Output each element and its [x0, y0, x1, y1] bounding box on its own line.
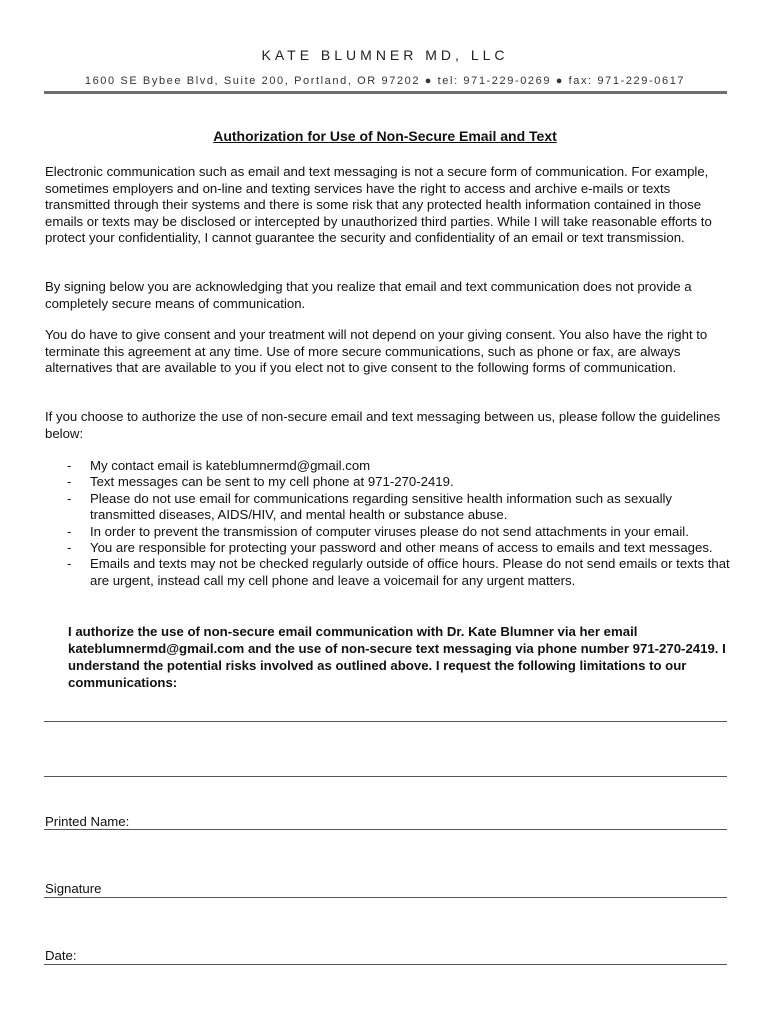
bullet-dash: - [67, 540, 72, 556]
guideline-sensitive-info: Please do not use email for communications regarding sensitive health information such as sexually transmitted diseases, AIDS/HIV, and mental health or substance abuse. [90, 490, 673, 523]
printed-name-label: Printed Name: [45, 814, 130, 829]
list-item [45, 474, 735, 490]
limitations-input-line-2[interactable] [44, 776, 727, 777]
printed-name-field[interactable] [44, 829, 727, 830]
guideline-office-hours: Emails and texts may not be checked regularly outside of office hours. Please do not send emails or texts that are urgent, instead call my cell phone and leave a voicemail for any urgent matters. [90, 556, 730, 588]
authorization-statement: I authorize the use of non-secure email communication with Dr. Kate Blumner via her email kateblumnermd@gmail.com and the use of non-secure text messaging via phone number 971-270-2419. I understand the potential risks involved as outlined above. I request the following limitations to our communications: [68, 624, 726, 690]
paragraph-intro: Electronic communication such as email and text messaging is not a secure form of communication. For example, sometimes employers and on-line and texting services have the right to access and archive e-mails or texts transmitted through their systems and there is some risk that any protected health information contained in those emails or texts may be disclosed or intercepted by unauthorized third parties. While I will take reasonable efforts to protect your confidentiality, I cannot guarantee the security and confidentiality of an email or text transmission. [45, 164, 712, 245]
signature-field[interactable] [44, 897, 727, 898]
guideline-password: You are responsible for protecting your password and other means of access to emails and text messages. [90, 540, 713, 556]
guidelines-list [45, 458, 735, 589]
date-label: Date: [45, 948, 77, 963]
date-field[interactable] [44, 964, 727, 965]
bullet-dash: - [67, 556, 72, 572]
paragraph-consent: You do have to give consent and your treatment will not depend on your giving consent. You also have the right to terminate this agreement at any time. Use of more secure communications, such as phone or fax, are always alternatives that are available to you if you elect not to give consent to the following forms of communication. [45, 327, 708, 375]
paragraph-guidelines-intro: If you choose to authorize the use of non-secure email and text messaging between us, please follow the guidelines below: [45, 409, 721, 441]
bullet-dash: - [67, 458, 72, 473]
guideline-attachments: In order to prevent the transmission of computer viruses please do not send attachments in your email. [90, 523, 689, 539]
bullet-dash: - [67, 474, 72, 490]
letterhead-address: 1600 SE Bybee Blvd, Suite 200, Portland, OR 97202 ● tel: 971-229-0269 ● fax: 971-229-0617 [84, 75, 686, 87]
guideline-text-phone: Text messages can be sent to my cell phone at 971-270-2419. [90, 474, 454, 490]
paragraph-acknowledgement: By signing below you are acknowledging that you realize that email and text communication does not provide a completely secure means of communication. [45, 279, 692, 311]
letterhead-divider [44, 91, 727, 94]
list-item [45, 556, 735, 589]
guideline-email: My contact email is kateblumnermd@gmail.com [90, 458, 371, 473]
letterhead-practice-name: KATE BLUMNER MD, LLC [261, 47, 509, 63]
document-title: Authorization for Use of Non-Secure Email and Text [213, 128, 557, 144]
bullet-dash: - [67, 490, 72, 506]
list-item [45, 491, 735, 524]
list-item [45, 524, 735, 540]
limitations-input-line-1[interactable] [44, 721, 727, 722]
list-item [45, 458, 735, 474]
bullet-dash: - [67, 523, 72, 539]
signature-label: Signature [45, 881, 102, 896]
list-item [45, 540, 735, 556]
